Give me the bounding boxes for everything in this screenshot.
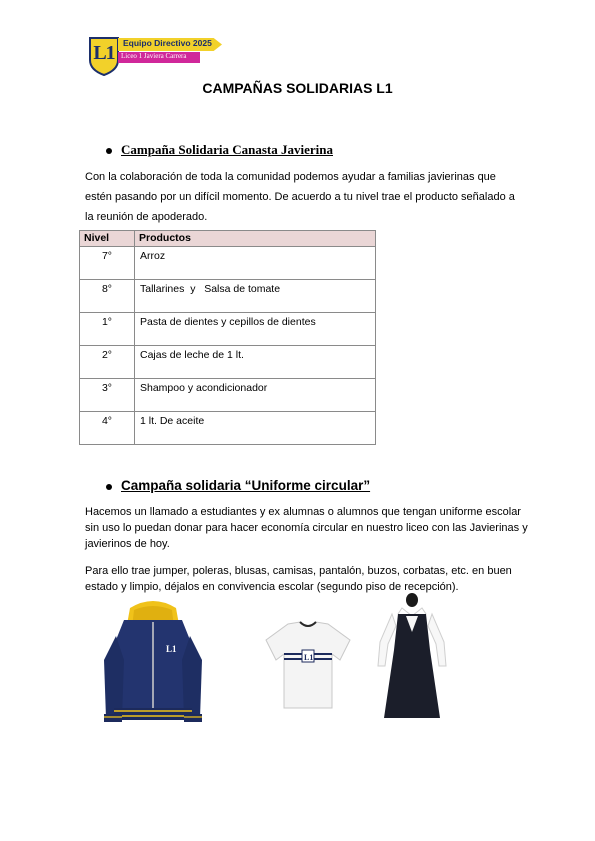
bullet-icon <box>106 148 112 154</box>
product-cell: Arroz <box>135 247 376 280</box>
jumper-dress-image <box>372 592 452 724</box>
product-cell: Pasta de dientes y cepillos de dientes <box>135 313 376 346</box>
product-cell: Cajas de leche de 1 lt. <box>135 346 376 379</box>
tshirt-image <box>264 620 352 710</box>
level-cell: 7° <box>80 247 135 280</box>
level-cell: 4° <box>80 412 135 445</box>
table-row <box>80 379 376 412</box>
level-cell: 1° <box>80 313 135 346</box>
school-logo <box>88 36 228 80</box>
level-cell: 8° <box>80 280 135 313</box>
logo-title: Equipo Directivo 2025 <box>123 38 212 48</box>
section2-paragraph: Para ello trae jumper, poleras, blusas, camisas, pantalón, buzos, corbatas, etc. en buen estado y limpio, déjalos en convivencia escolar (segundo piso de recepción). <box>85 565 512 593</box>
logo-subtitle: Liceo 1 Javiera Carrera <box>121 52 187 60</box>
table-row <box>80 247 376 280</box>
section2-heading: Campaña solidaria “Uniforme circular” <box>121 478 371 493</box>
header-productos: Productos <box>135 231 376 247</box>
section2-body <box>85 504 533 606</box>
section1-body: Con la colaboración de toda la comunidad podemos ayudar a familias javierinas que estén pasando por un difícil momento. De acuerdo a tu nivel trae el producto señalado a la reunión de apoderado. <box>85 171 515 223</box>
tshirt-badge: L1 <box>304 653 314 662</box>
level-cell: 2° <box>80 346 135 379</box>
hoodie-jacket-image <box>100 600 206 732</box>
products-table <box>79 230 376 445</box>
bullet-icon <box>106 484 112 490</box>
table-row <box>80 346 376 379</box>
page-title: CAMPAÑAS SOLIDARIAS L1 <box>202 80 393 96</box>
header-nivel: Nivel <box>80 231 135 247</box>
section2-paragraph: Hacemos un llamado a estudiantes y ex alumnas o alumnos que tengan uniforme escolar sin uso lo puedan donar para hacer economía circular en nuestro liceo con las Javierinas y javierinos de hoy. <box>85 506 528 550</box>
product-cell: Tallarines y Salsa de tomate <box>135 280 376 313</box>
product-cell: Shampoo y acondicionador <box>135 379 376 412</box>
table-row <box>80 313 376 346</box>
table-row <box>80 412 376 445</box>
level-cell: 3° <box>80 379 135 412</box>
jacket-badge: L1 <box>166 644 177 654</box>
table-header-row <box>80 231 376 247</box>
product-cell: 1 lt. De aceite <box>135 412 376 445</box>
table-row <box>80 280 376 313</box>
section1-heading: Campaña Solidaria Canasta Javierina <box>121 142 333 157</box>
logo-shield-text: L1 <box>93 42 115 64</box>
